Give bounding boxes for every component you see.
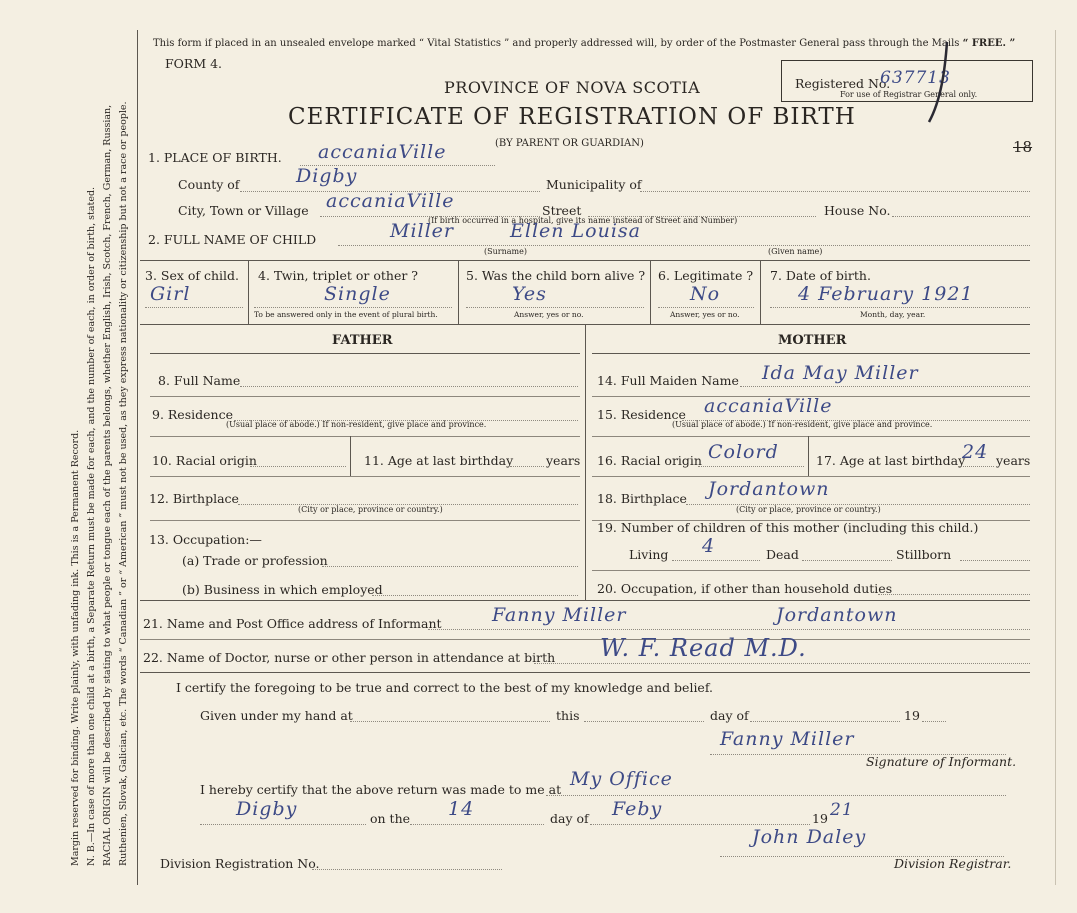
mother-residence-note: (Usual place of abode.) If non-resident, give place and province. <box>672 420 933 429</box>
informant-address-value: Jordantown <box>776 604 898 626</box>
registrar-signature: John Daley <box>752 826 867 848</box>
division-number-label: Division Registration No. <box>160 856 320 871</box>
mother-birthplace-label: 18. Birthplace <box>597 491 687 506</box>
given-name-caption: (Given name) <box>768 247 823 256</box>
father-heading: FATHER <box>332 333 393 348</box>
this-label: this <box>556 708 580 723</box>
given-under-hand-label: Given under my hand at <box>200 708 353 723</box>
city-label: City, Town or Village <box>178 203 309 218</box>
street-label: Street <box>542 203 582 218</box>
registrar-caption: Division Registrar. <box>894 856 1012 871</box>
registrar-note: For use of Registrar General only. <box>840 90 978 99</box>
stillborn-label: Stillborn <box>896 547 952 562</box>
province-heading: PROVINCE OF NOVA SCOTIA <box>444 78 701 97</box>
postal-notice: This form if placed in an unsealed envelope marked “ Vital Statistics ” and properly addressed will, by order of the Postmaster General pass through the Mails “ FREE. ” <box>153 38 1016 49</box>
father-name-label: 8. Full Name <box>158 373 241 388</box>
father-racial-label: 10. Racial origin <box>152 453 257 468</box>
year-prefix: 19 <box>904 708 920 723</box>
mother-name-value: Ida May Miller <box>762 362 919 384</box>
mother-age-label: 17. Age at last birthday <box>816 453 966 468</box>
child-name-label: 2. FULL NAME OF CHILD <box>148 232 317 247</box>
informant-label: 21. Name and Post Office address of Informant <box>143 616 442 631</box>
place-of-birth-value: accaniaVille <box>318 141 447 163</box>
mother-racial-value: Colord <box>708 441 779 463</box>
municipality-label: Municipality of <box>546 177 642 192</box>
county-value: Digby <box>296 165 358 187</box>
legitimate-value: No <box>690 283 721 305</box>
mother-racial-label: 16. Racial origin <box>597 453 702 468</box>
father-birthplace-label: 12. Birthplace <box>149 491 239 506</box>
surname-caption: (Surname) <box>484 247 527 256</box>
registrar-place-value: Digby <box>236 798 298 820</box>
mother-residence-value: accaniaVille <box>704 395 833 417</box>
father-occupation-label: 13. Occupation:— <box>149 532 262 547</box>
mother-years: years <box>996 453 1031 468</box>
margin-note-4: Ruthenien, Slovak, Galician, etc. The words “ Canadian ” or “ American ” must not be used, as they express nationality or citizenship but not a race or people. <box>118 101 129 866</box>
alive-label: 5. Was the child born alive ? <box>466 268 646 283</box>
child-surname-value: Miller <box>390 220 455 242</box>
father-trade-label: (a) Trade or profession <box>182 553 328 568</box>
twin-note: To be answered only in the event of plural birth. <box>254 310 438 319</box>
living-label: Living <box>629 547 669 562</box>
sex-value: Girl <box>150 283 191 305</box>
certificate-title: CERTIFICATE OF REGISTRATION OF BIRTH <box>288 104 856 130</box>
registrar-statement: I hereby certify that the above return was made to me at <box>200 782 562 797</box>
registrar-year-value: 21 <box>830 800 854 820</box>
day-of-label: day of <box>710 708 749 723</box>
informant-name-value: Fanny Miller <box>492 604 627 626</box>
child-given-name-value: Ellen Louisa <box>510 220 641 242</box>
dob-note: Month, day, year. <box>860 310 926 319</box>
sex-label: 3. Sex of child. <box>145 268 240 283</box>
city-value: accaniaVille <box>326 190 455 212</box>
certificate-subtitle: (BY PARENT OR GUARDIAN) <box>495 138 644 149</box>
registrar-year-prefix: 19 <box>812 811 828 826</box>
father-years: years <box>546 453 581 468</box>
mother-name-label: 14. Full Maiden Name <box>597 373 739 388</box>
mother-heading: MOTHER <box>778 333 847 348</box>
informant-signature: Fanny Miller <box>720 728 855 750</box>
registrar-check-stroke <box>925 40 955 125</box>
on-the-label: on the <box>370 811 411 826</box>
registrar-day-of-label: day of <box>550 811 589 826</box>
father-age-label: 11. Age at last birthday <box>364 453 514 468</box>
informant-signature-caption: Signature of Informant. <box>866 754 1017 769</box>
registrar-office-value: My Office <box>570 768 673 790</box>
mother-birthplace-note: (City or place, province or country.) <box>736 505 881 514</box>
informant-certification: I certify the foregoing to be true and correct to the best of my knowledge and belief. <box>176 680 713 695</box>
hospital-note: (If birth occurred in a hospital, give its name instead of Street and Number) <box>428 216 738 225</box>
registered-number: 637713 <box>880 68 951 88</box>
mother-residence-label: 15. Residence <box>597 407 686 422</box>
father-residence-note: (Usual place of abode.) If non-resident, give place and province. <box>226 420 487 429</box>
dead-label: Dead <box>766 547 799 562</box>
twin-value: Single <box>324 283 391 305</box>
alive-note: Answer, yes or no. <box>514 310 584 319</box>
father-business-label: (b) Business in which employed <box>182 582 383 597</box>
father-residence-label: 9. Residence <box>152 407 233 422</box>
alive-value: Yes <box>512 283 547 305</box>
margin-note-3: RACIAL ORIGIN will be described by stating to what people or tongue each of the parents belongs, whether English, Irish, Scotch, French, German, Russian, <box>102 104 113 866</box>
mother-birthplace-value: Jordantown <box>708 478 830 500</box>
legitimate-note: Answer, yes or no. <box>670 310 740 319</box>
margin-note-2: N. B.—In case of more than one child at a birth, a Separate Return must be made for each, and the number of each, in order of birth, stated. <box>86 186 97 866</box>
registered-label: Registered No. <box>795 76 891 91</box>
father-birthplace-note: (City or place, province or country.) <box>298 505 443 514</box>
struck-number: 18 <box>1013 138 1033 156</box>
living-value: 4 <box>702 535 716 557</box>
margin-note-1: Margin reserved for binding. Write plainly, with unfading ink. This is a Permanent Record. <box>70 429 81 866</box>
right-border <box>1055 30 1056 885</box>
registrar-month-value: Feby <box>612 798 663 820</box>
legitimate-label: 6. Legitimate ? <box>658 268 754 283</box>
dob-value: 4 February 1921 <box>798 283 974 305</box>
left-border <box>137 30 138 885</box>
doctor-label: 22. Name of Doctor, nurse or other person in attendance at birth <box>143 650 556 665</box>
doctor-value: W. F. Read M.D. <box>600 634 807 662</box>
dob-label: 7. Date of birth. <box>770 268 871 283</box>
form-number: FORM 4. <box>165 56 223 71</box>
twin-label: 4. Twin, triplet or other ? <box>258 268 418 283</box>
place-of-birth-label: 1. PLACE OF BIRTH. <box>148 150 282 165</box>
mother-age-value: 24 <box>962 441 989 463</box>
children-count-label: 19. Number of children of this mother (including this child.) <box>597 520 979 535</box>
house-number-label: House No. <box>824 203 891 218</box>
mother-occupation-label: 20. Occupation, if other than household duties <box>597 581 893 596</box>
county-label: County of <box>178 177 240 192</box>
registrar-day-value: 14 <box>448 798 475 820</box>
